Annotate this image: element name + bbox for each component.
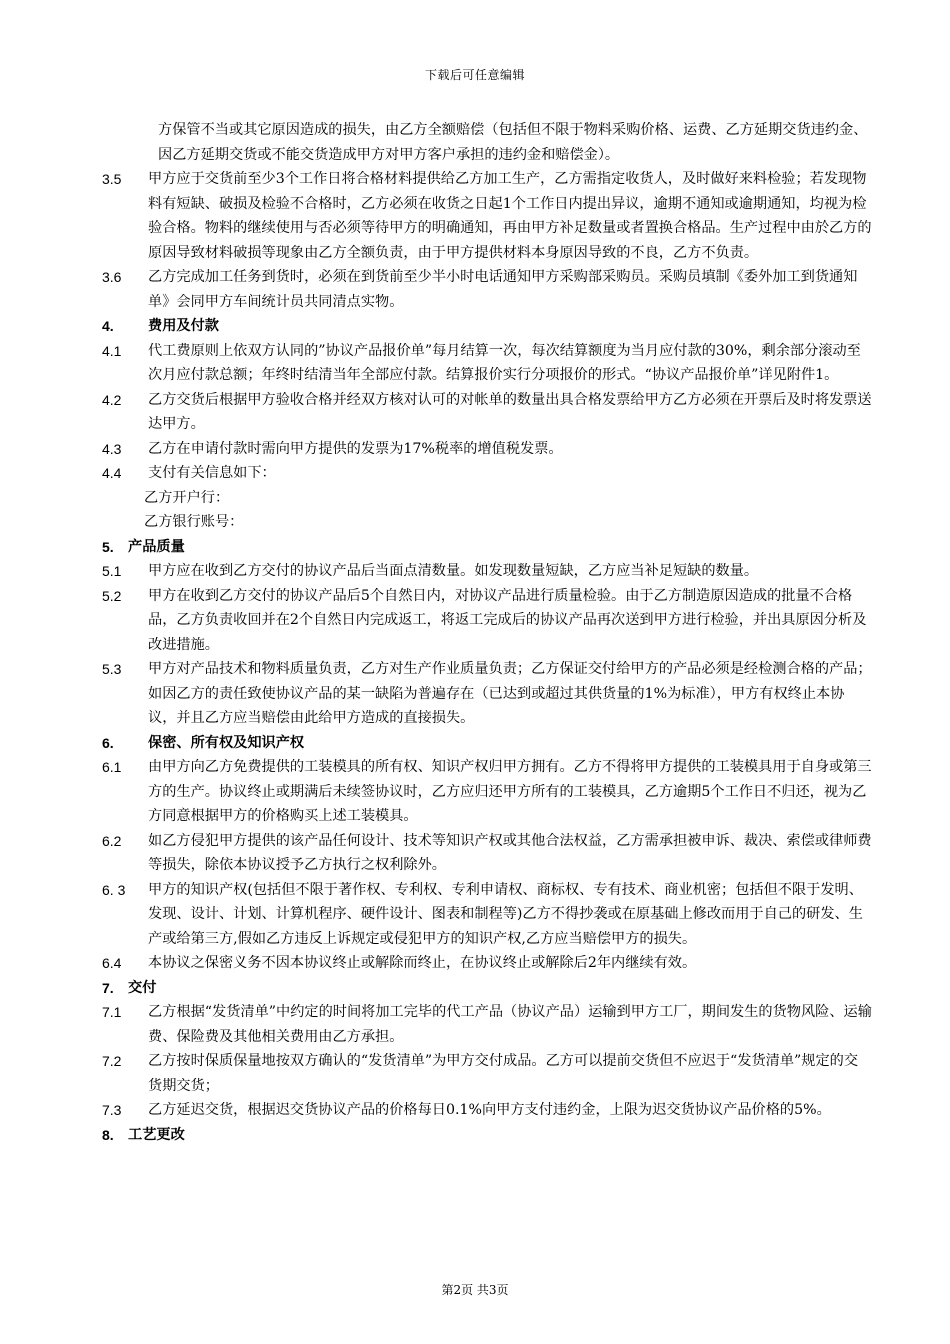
- paragraph-continuation: 方保管不当或其它原因造成的损失，由乙方全额赔偿（包括但不限于物料采购价格、运费、乙方延期交货违约金、因乙方延期交货或不能交货造成甲方对甲方客户承担的违约金和赔偿金）。: [158, 122, 868, 163]
- page-footer: 第2页 共3页: [441, 1283, 509, 1297]
- section-heading-5: 5. 产品质量: [102, 538, 185, 555]
- clause-3-5: 3.5 甲方应于交货前至少3个工作日将合格材料提供给乙方加工生产，乙方需指定收货人，及时做好来料检验；若发现物料有短缺、破损及检验不合格时，乙方必须在收货之日起1个工作日内提出异议，逾期不通知或逾期通知，均视为检验合格。物料的继续使用与否必须等待甲方的明确通知，再由甲方补足数量或者置换合格品。生产过程中由於乙方的原因导致材料破损等现象由乙方全额负责，由于甲方提供材料本身原因导致的不良，乙方不负责。: [102, 171, 872, 261]
- section-heading-7: 7. 交付: [102, 979, 157, 996]
- document-body: [102, 118, 872, 1147]
- section-heading-4: 4. 费用及付款: [102, 318, 219, 334]
- clause-5-1: 5.1 甲方应在收到乙方交付的协议产品后当面点清数量。如发现数量短缺，乙方应当补足短缺的数量。: [102, 563, 759, 579]
- page-header: 下载后可任意编辑: [424, 68, 525, 82]
- clause-7-1: 7.1 乙方根据“发货清单”中约定的时间将加工完毕的代工产品（协议产品）运输到甲方工厂，期间发生的货物风险、运输费、保险费及其他相关费用由乙方承担。: [102, 1004, 872, 1045]
- bank-name-line: 乙方开户行：: [144, 489, 230, 506]
- clause-3-6: 3.6 乙方完成加工任务到货时，必须在到货前至少半小时电话通知甲方采购部采购员。采购员填制《委外加工到货通知单》会同甲方车间统计员共同清点实物。: [102, 269, 858, 310]
- clause-6-4: 6.4 本协议之保密义务不因本协议终止或解除而终止，在协议终止或解除后2年内继续有效。: [102, 955, 697, 971]
- clause-4-1: 4.1 代工费原则上依双方认同的”协议产品报价单”每月结算一次，每次结算额度为当月应付款的30%，剩余部分滚动至次月应付款总额；年终时结清当年全部应付款。结算报价实行分项报价的形式。“协议产品报价单”详见附件1。: [102, 342, 861, 383]
- clause-4-2: 4.2 乙方交货后根据甲方验收合格并经双方核对认可的对帐单的数量出具合格发票给甲方乙方必须在开票后及时将发票送达甲方。: [102, 391, 872, 432]
- clause-4-4: 4.4 支付有关信息如下：: [102, 465, 276, 481]
- section-heading-8: 8. 工艺更改: [102, 1126, 185, 1143]
- clause-7-2: 7.2 乙方按时保质保量地按双方确认的“发货清单”为甲方交付成品。乙方可以提前交货但不应迟于“发货清单”规定的交货期交货；: [102, 1053, 859, 1094]
- clause-5-2: 5.2 甲方在收到乙方交付的协议产品后5个自然日内，对协议产品进行质量检验。由于乙方制造原因造成的批量不合格品，乙方负责收回并在2个自然日内完成返工，将返工完成后的协议产品再次送到甲方进行检验，并出具原因分析及改进措施。: [102, 587, 867, 653]
- clause-6-3: 6. 3 甲方的知识产权(包括但不限于著作权、专利权、专利申请权、商标权、专有技术、商业机密；包括但不限于发明、发现、设计、计划、计算机程序、硬件设计、图表和制程等)乙方不得抄袭或在原基础上修改而用于自己的研发、生产或给第三方,假如乙方违反上诉规定或侵犯甲方的知识产权,乙方应当赔偿甲方的损失。: [102, 881, 863, 947]
- clause-6-2: 6.2 如乙方侵犯甲方提供的该产品任何设计、技术等知识产权或其他合法权益，乙方需承担被申诉、裁决、索偿或律师费等损失，除依本协议授予乙方执行之权利除外。: [102, 832, 872, 873]
- clause-4-3: 4.3 乙方在申请付款时需向甲方提供的发票为17%税率的增值税发票。: [102, 440, 563, 457]
- clause-5-3: 5.3 甲方对产品技术和物料质量负责，乙方对生产作业质量负责；乙方保证交付给甲方的产品必须是经检测合格的产品；如因乙方的责任致使协议产品的某一缺陷为普遍存在（已达到或超过其供货量的1%为标准），甲方有权终止本协议，并且乙方应当赔偿由此给甲方造成的直接损失。: [102, 661, 872, 726]
- section-heading-6: 6. 保密、所有权及知识产权: [102, 734, 305, 751]
- clause-7-3: 7.3 乙方延迟交货，根据迟交货协议产品的价格每日0.1%向甲方支付违约金，上限为迟交货协议产品价格的5%。: [102, 1102, 831, 1118]
- clause-6-1: 6.1 由甲方向乙方免费提供的工装模具的所有权、知识产权归甲方拥有。乙方不得将甲方提供的工装模具用于自身或第三方的生产。协议终止或期满后未续签协议时，乙方应归还甲方所有的工装模具，乙方逾期5个工作日不归还，视为乙方同意根据甲方的价格购买上述工装模具。: [102, 759, 872, 824]
- bank-account-line: 乙方银行账号：: [144, 514, 244, 530]
